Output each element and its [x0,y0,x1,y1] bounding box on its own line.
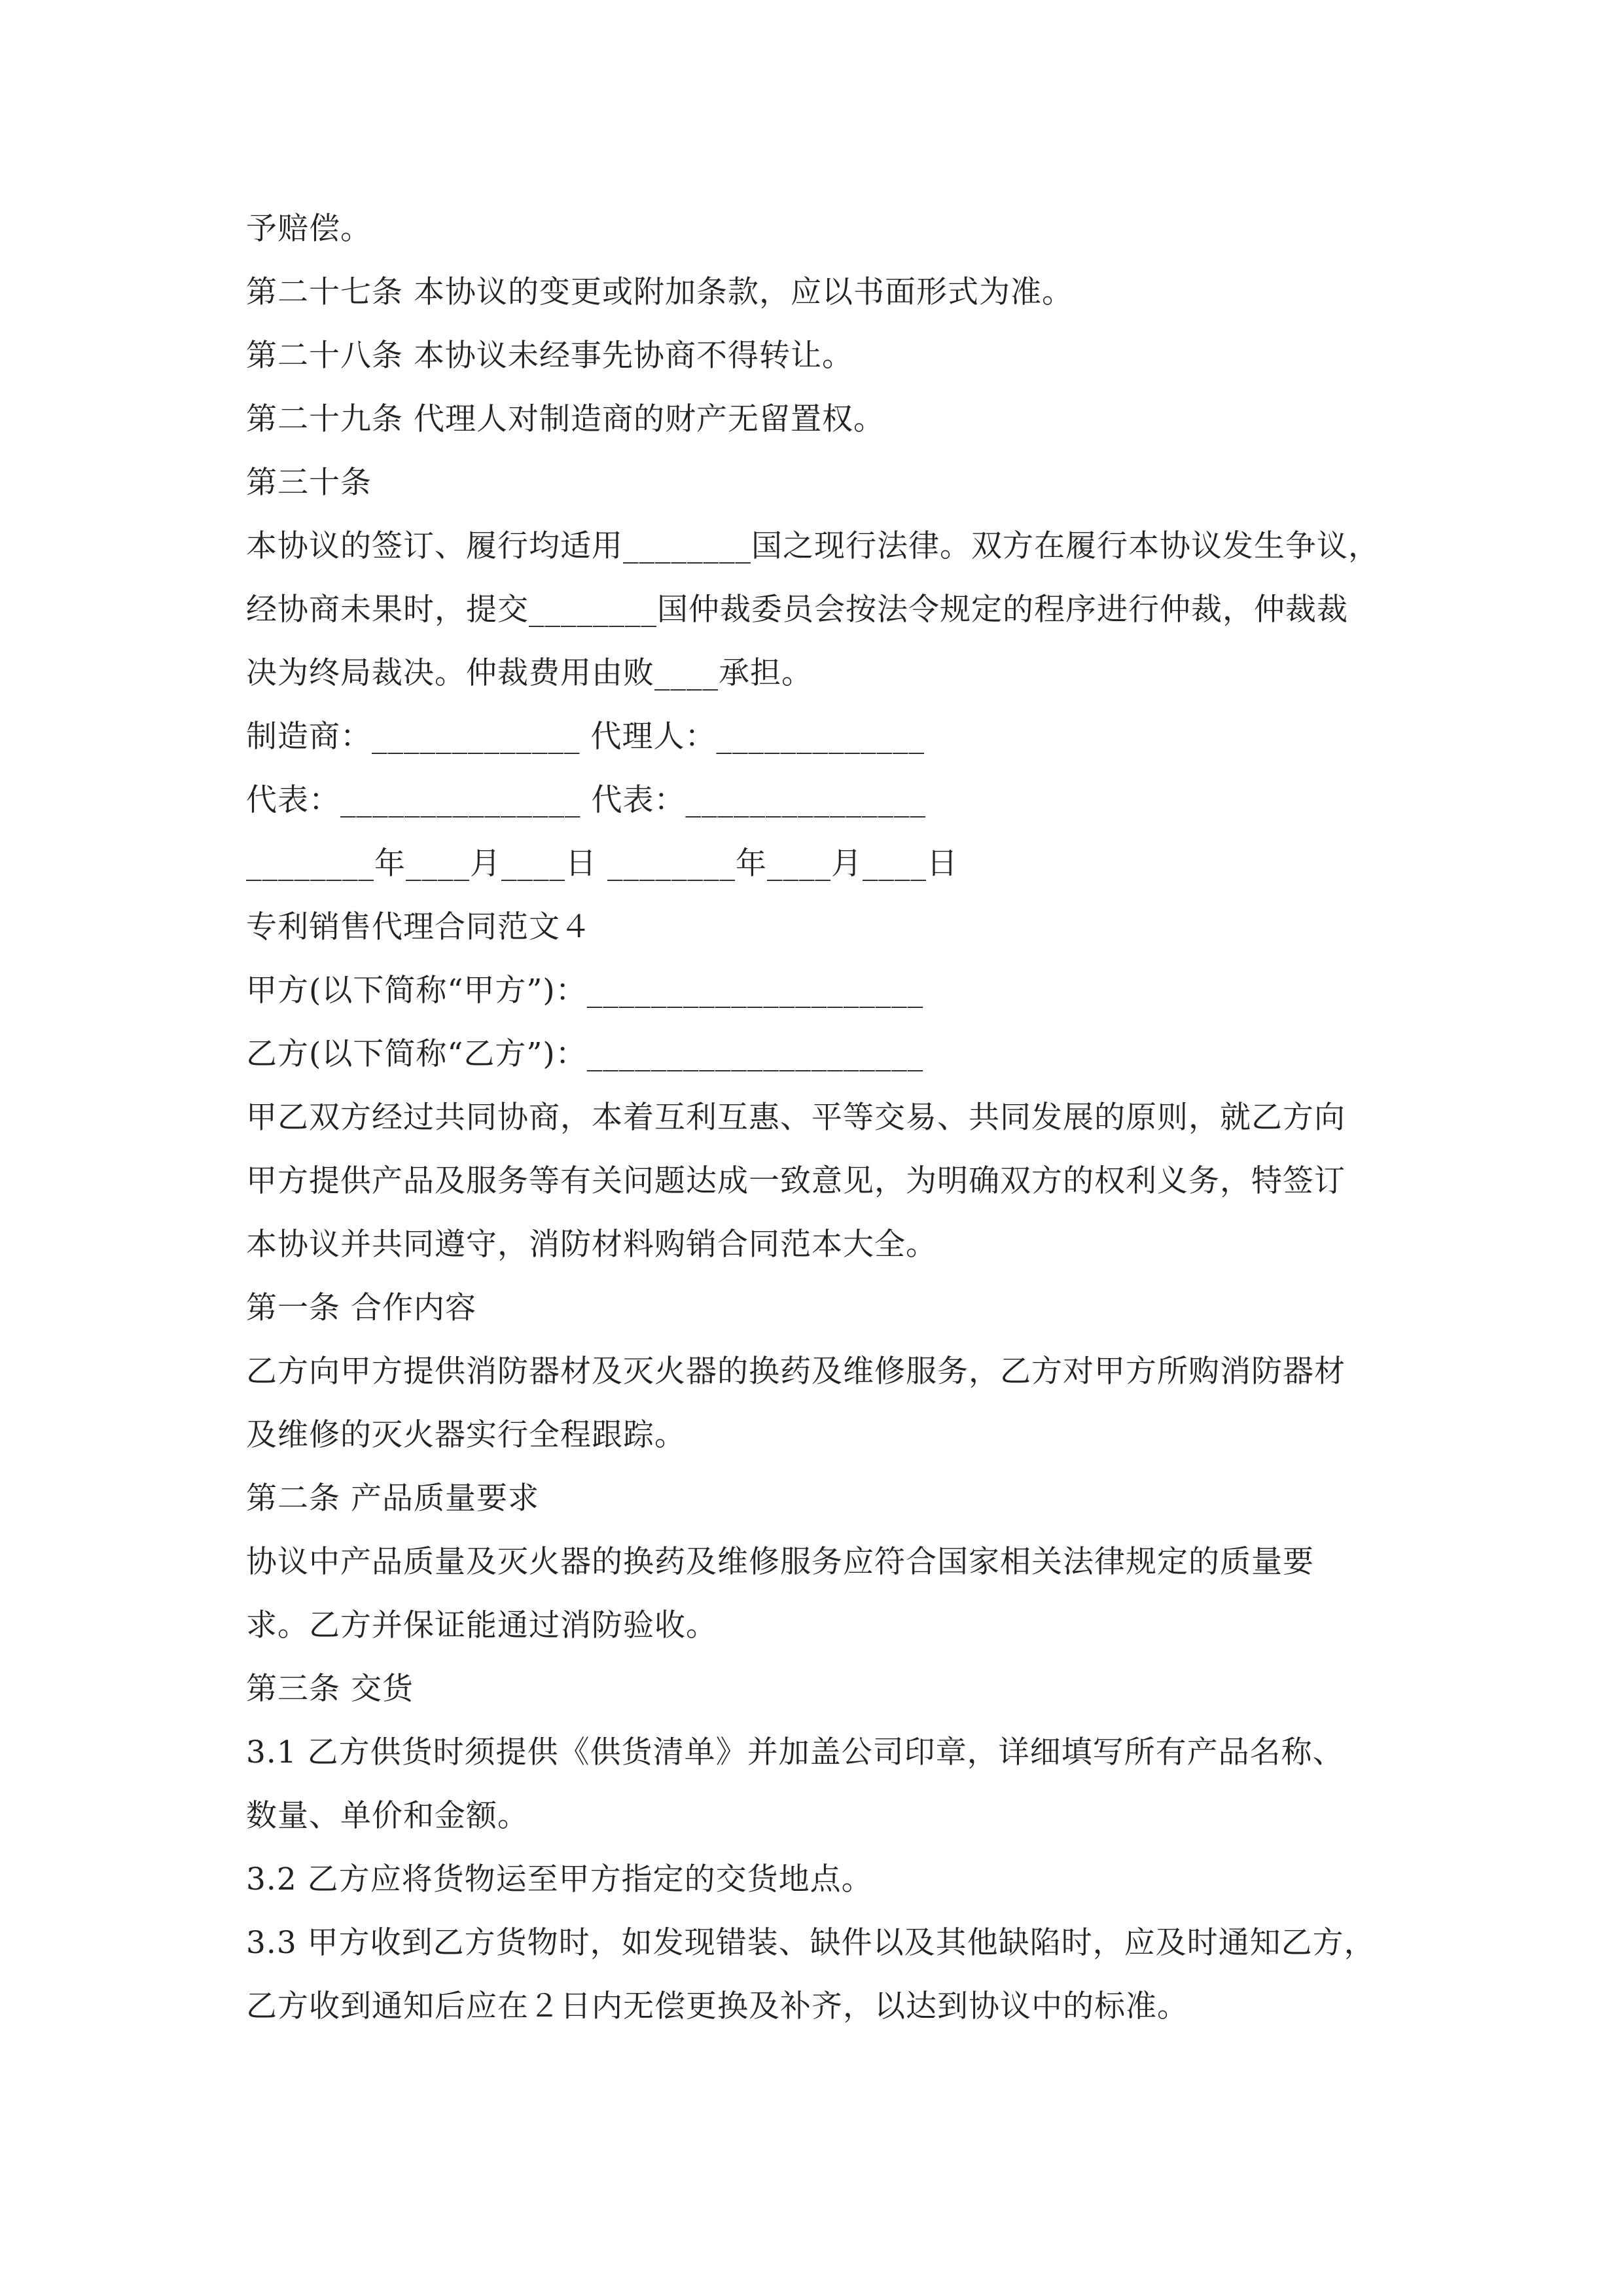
text-line-19: 乙方向甲方提供消防器材及灭火器的换药及维修服务，乙方对甲方所购消防器材 [246,1354,1346,1390]
article-29: 第二十九条 代理人对制造商的财产无留置权。 [246,401,885,437]
text-line-15: 甲乙双方经过共同协商，本着互利互惠、平等交易、共同发展的原则，就乙方向 [246,1100,1346,1136]
text-line-1: 予赔偿。 [246,211,372,247]
section-title: 专利销售代理合同范文４ [246,909,592,945]
article-1-heading: 第一条 合作内容 [246,1290,476,1326]
party-a-line: 甲方(以下简称“甲方”)：_____________________ [246,973,924,1009]
article-2-heading: 第二条 产品质量要求 [246,1480,539,1516]
text-line-20: 及维修的灭火器实行全程跟踪。 [246,1417,686,1453]
clause-3-1: 3.1 乙方供货时须提供《供货清单》并加盖公司印章，详细填写所有产品名称、 [246,1734,1344,1770]
text-line-22: 协议中产品质量及灭火器的换药及维修服务应符合国家相关法律规定的质量要 [246,1544,1314,1580]
signature-representatives: 代表：_______________ 代表：_______________ [246,782,926,818]
text-line-17: 本协议并共同遵守，消防材料购销合同范本大全。 [246,1227,937,1263]
text-line-16: 甲方提供产品及服务等有关问题达成一致意见，为明确双方的权利义务，特签订 [246,1163,1346,1199]
article-30-heading: 第三十条 [246,465,372,501]
clause-3-2: 3.2 乙方应将货物运至甲方指定的交货地点。 [246,1861,873,1897]
article-3-heading: 第三条 交货 [246,1671,414,1707]
text-line-29: 乙方收到通知后应在２日内无偿更换及补齐，以达到协议中的标准。 [246,1988,1188,2024]
signature-dates: ________年____月____日 ________年____月____日 [246,846,958,882]
text-line-8: 决为终局裁决。仲裁费用由败____承担。 [246,655,813,691]
article-28: 第二十八条 本协议未经事先协商不得转让。 [246,338,853,374]
text-line-23: 求。乙方并保证能通过消防验收。 [246,1607,717,1643]
clause-3-3: 3.3 甲方收到乙方货物时，如发现错装、缺件以及其他缺陷时，应及时通知乙方， [246,1925,1376,1961]
signature-manufacturer-agent: 制造商：_____________ 代理人：_____________ [246,719,925,755]
article-27: 第二十七条 本协议的变更或附加条款，应以书面形式为准。 [246,274,1073,310]
party-b-line: 乙方(以下简称“乙方”)：_____________________ [246,1036,924,1072]
text-line-7: 经协商未果时，提交________国仲裁委员会按法令规定的程序进行仲裁，仲裁裁 [246,592,1348,628]
text-line-6: 本协议的签订、履行均适用________国之现行法律。双方在履行本协议发生争议， [246,528,1380,564]
text-line-26: 数量、单价和金额。 [246,1798,529,1834]
